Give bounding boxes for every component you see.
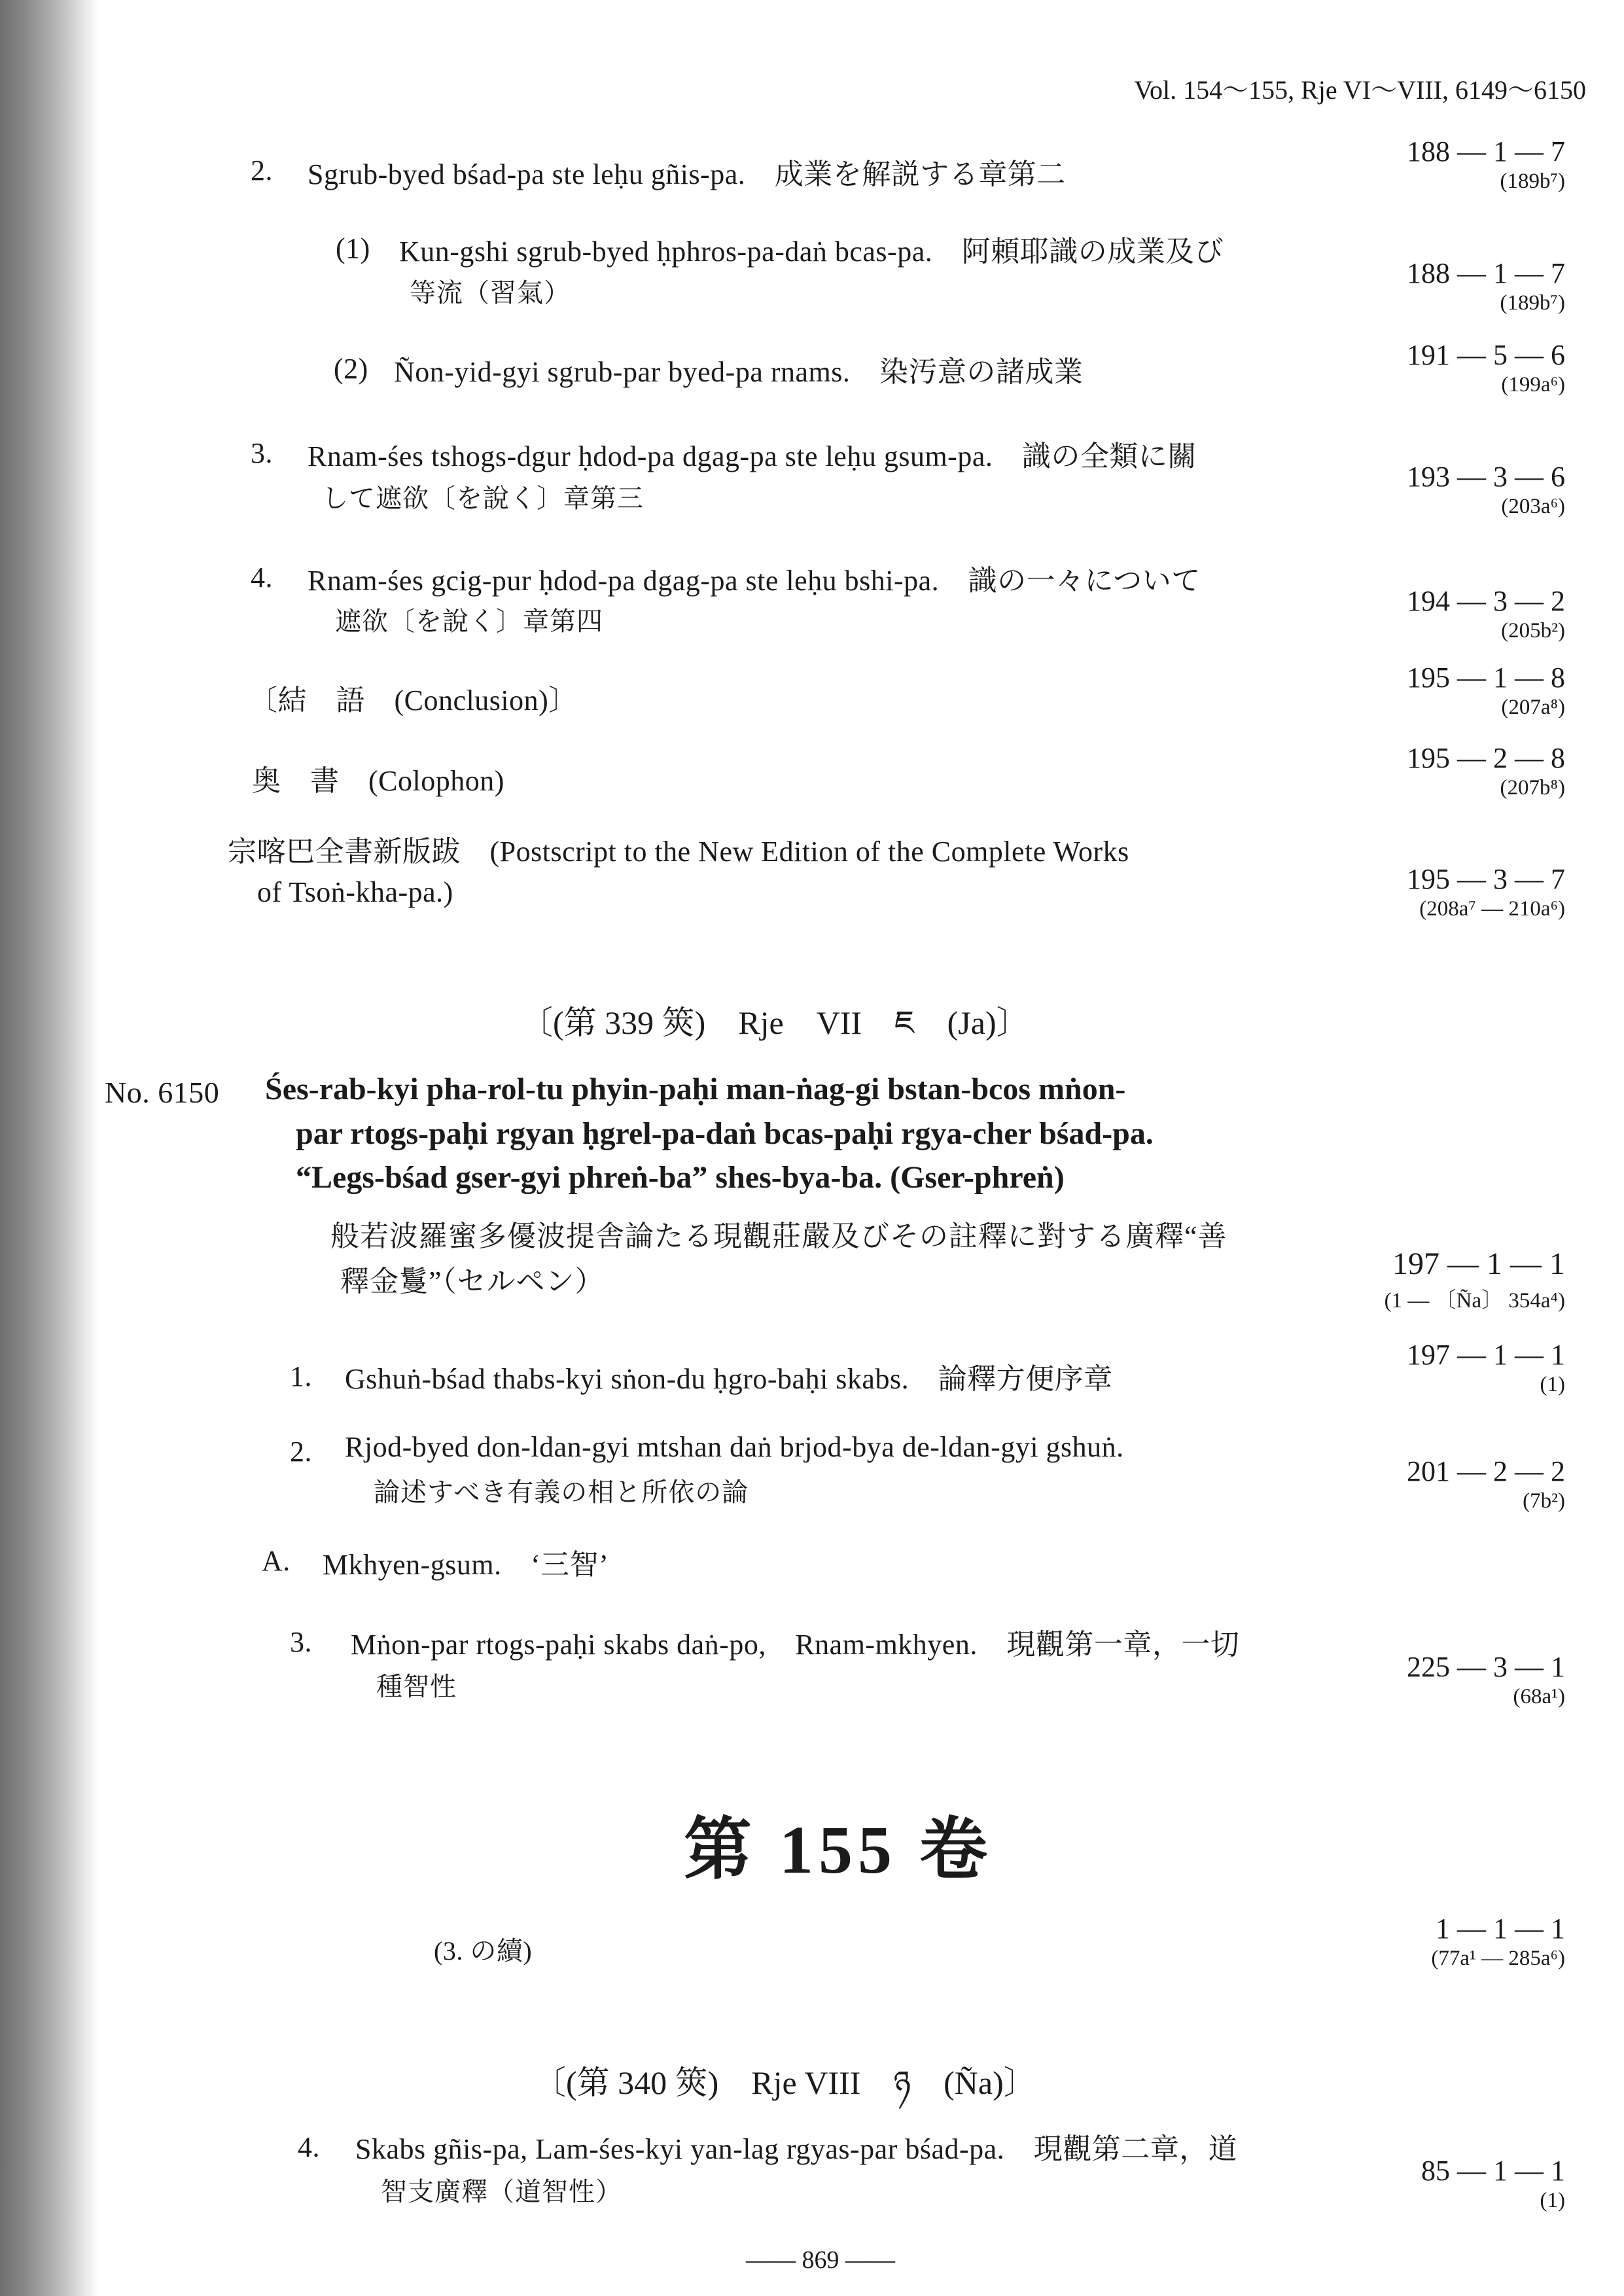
ref-sub: (207a⁸) bbox=[1501, 696, 1565, 719]
entry-title-cont: して遮欲〔を說く〕章第三 bbox=[322, 484, 644, 513]
ref-main: 195 — 1 — 8 bbox=[1407, 662, 1565, 694]
continued-label: (3. の續) bbox=[434, 1936, 533, 1966]
work-title: “Legs-bśad gser-gyi phreṅ-ba” shes-bya-ba. (Gser-phreṅ) bbox=[296, 1160, 1065, 1195]
entry-reference bbox=[1407, 256, 1565, 315]
work-title-jp: 釋金鬘”（セルペン） bbox=[340, 1265, 605, 1298]
entry-reference bbox=[1407, 135, 1565, 194]
entry-title: Rjod-byed don-ldan-gyi mtshan daṅ brjod-bya de-ldan-gyi gshuṅ. bbox=[345, 1431, 1124, 1463]
work-title: par rtogs-paḥi rgyan ḥgrel-pa-daṅ bcas-paḥi rgya-cher bśad-pa. bbox=[296, 1116, 1154, 1151]
ref-main: 225 — 3 — 1 bbox=[1407, 1651, 1565, 1683]
entry-number: 4. bbox=[298, 2131, 320, 2163]
ref-main: 201 — 2 — 2 bbox=[1407, 1455, 1565, 1487]
ref-sub: (205b²) bbox=[1501, 619, 1565, 643]
ref-sub: (189b⁷) bbox=[1500, 169, 1565, 193]
work-number: No. 6150 bbox=[105, 1076, 220, 1109]
ref-sub: (7b²) bbox=[1523, 1489, 1565, 1513]
ref-sub: (203a⁶) bbox=[1501, 495, 1565, 518]
entry-reference bbox=[1421, 2154, 1565, 2213]
page-header: Vol. 154～155, Rje VI～VIII, 6149～6150 bbox=[1134, 75, 1586, 105]
entry-number: (1) bbox=[336, 232, 370, 264]
entry-reference bbox=[1407, 862, 1565, 921]
entry-title-cont: 等流（習氣） bbox=[410, 278, 571, 308]
ref-sub: (1) bbox=[1540, 2189, 1565, 2212]
entry-reference bbox=[1407, 338, 1565, 397]
volume-heading: 第 155 卷 bbox=[684, 1812, 993, 1888]
entry-number: (2) bbox=[334, 353, 368, 385]
ref-sub: (208a⁷ — 210a⁶) bbox=[1419, 897, 1565, 921]
ref-main: 188 — 1 — 7 bbox=[1407, 257, 1565, 289]
entry-title: Skabs gñis-pa, Lam-śes-kyi yan-lag rgyas-par bśad-pa. 現觀第二章，道 bbox=[355, 2133, 1238, 2165]
ref-sub: (199a⁶) bbox=[1501, 373, 1565, 397]
section-heading: 〔(第 339 筴) Rje VII ཇ (Ja)〕 bbox=[520, 1004, 1029, 1041]
entry-title: Mkhyen-gsum. ‘三智’ bbox=[323, 1549, 609, 1581]
ref-sub: (68a¹) bbox=[1513, 1685, 1565, 1708]
entry-number: 1. bbox=[290, 1360, 312, 1392]
work-title: Śes-rab-kyi pha-rol-tu phyin-paḥi man-ṅag-gi bstan-bcos mṅon- bbox=[265, 1072, 1126, 1106]
entry-title: Rnam-śes gcig-pur ḥdod-pa dgag-pa ste leḥu bshi-pa. 識の一々について bbox=[308, 565, 1201, 597]
entry-number: 2. bbox=[251, 154, 273, 186]
ref-main: 188 — 1 — 7 bbox=[1407, 135, 1565, 168]
work-title-jp: 般若波羅蜜多優波提舎論たる現觀莊嚴及びその註釋に對する廣釋“善 bbox=[330, 1220, 1227, 1252]
entry-title: Sgrub-byed bśad-pa ste leḥu gñis-pa. 成業を解説する章第二 bbox=[308, 158, 1066, 190]
work-reference bbox=[1385, 1246, 1565, 1314]
entry-title-cont: 論述すべき有義の相と所依の論 bbox=[374, 1477, 749, 1507]
entry-number: 3. bbox=[251, 437, 273, 469]
entry-title: 奥 書 (Colophon) bbox=[252, 765, 504, 797]
entry-reference bbox=[1407, 1650, 1565, 1709]
ref-main: 191 — 5 — 6 bbox=[1407, 339, 1565, 371]
ref-sub: (189b⁷) bbox=[1500, 291, 1565, 315]
entry-number: 2. bbox=[290, 1436, 312, 1468]
ref-main: 193 — 3 — 6 bbox=[1407, 461, 1565, 493]
entry-title-cont: of Tsoṅ-kha-pa.) bbox=[257, 876, 453, 908]
entry-title: Ñon-yid-gyi sgrub-par byed-pa rnams. 染汚意の諸成業 bbox=[394, 356, 1084, 388]
ref-sub: (77a¹ — 285a⁶) bbox=[1431, 1947, 1565, 1970]
entry-reference bbox=[1407, 1455, 1565, 1513]
entry-reference bbox=[1407, 661, 1565, 720]
entry-title: Gshuṅ-bśad thabs-kyi sṅon-du ḥgro-baḥi skabs. 論釋方便序章 bbox=[345, 1363, 1113, 1395]
ref-sub: (1 — 〔Ña〕 354a⁴) bbox=[1384, 1289, 1565, 1313]
entry-number: A. bbox=[262, 1545, 291, 1577]
ref-main: 197 — 1 — 1 bbox=[1392, 1246, 1565, 1281]
ref-main: 195 — 2 — 8 bbox=[1407, 742, 1565, 774]
entry-number: 3. bbox=[290, 1626, 312, 1658]
entry-title: Mṅon-par rtogs-paḥi skabs daṅ-po, Rnam-mkhyen. 現觀第一章，一切 bbox=[351, 1629, 1240, 1661]
entry-title-cont: 智支廣釋（道智性） bbox=[381, 2177, 622, 2206]
entry-title: 〔結 語 (Conclusion)〕 bbox=[249, 684, 578, 716]
ref-main: 195 — 3 — 7 bbox=[1407, 863, 1565, 895]
entry-title: Kun-gshi sgrub-byed ḥphros-pa-daṅ bcas-pa. 阿頼耶識の成業及び bbox=[399, 236, 1224, 268]
entry-title: Rnam-śes tshogs-dgur ḥdod-pa dgag-pa ste leḥu gsum-pa. 識の全類に關 bbox=[308, 440, 1197, 472]
entry-reference bbox=[1407, 1338, 1565, 1397]
ref-main: 85 — 1 — 1 bbox=[1421, 2155, 1565, 2187]
ref-sub: (207b⁸) bbox=[1500, 776, 1565, 800]
entry-reference bbox=[1407, 584, 1565, 643]
ref-sub: (1) bbox=[1540, 1373, 1565, 1396]
entry-reference bbox=[1407, 741, 1565, 800]
entry-reference bbox=[1431, 1912, 1565, 1971]
scan-shadow-edge bbox=[0, 0, 98, 2296]
section-heading: 〔(第 340 筴) Rje VIII ཉ (Ña)〕 bbox=[533, 2064, 1036, 2101]
ref-main: 1 — 1 — 1 bbox=[1436, 1913, 1565, 1945]
entry-reference bbox=[1407, 460, 1565, 519]
entry-title: 宗喀巴全書新版跋 (Postscript to the New Edition of the Complete Works bbox=[228, 836, 1129, 868]
entry-title-cont: 遮欲〔を說く〕章第四 bbox=[335, 607, 603, 636]
ref-main: 194 — 3 — 2 bbox=[1407, 585, 1565, 617]
entry-title-cont: 種智性 bbox=[376, 1672, 457, 1701]
ref-main: 197 — 1 — 1 bbox=[1407, 1339, 1565, 1371]
entry-number: 4. bbox=[251, 561, 273, 593]
page-number: —— 869 —— bbox=[746, 2246, 895, 2274]
